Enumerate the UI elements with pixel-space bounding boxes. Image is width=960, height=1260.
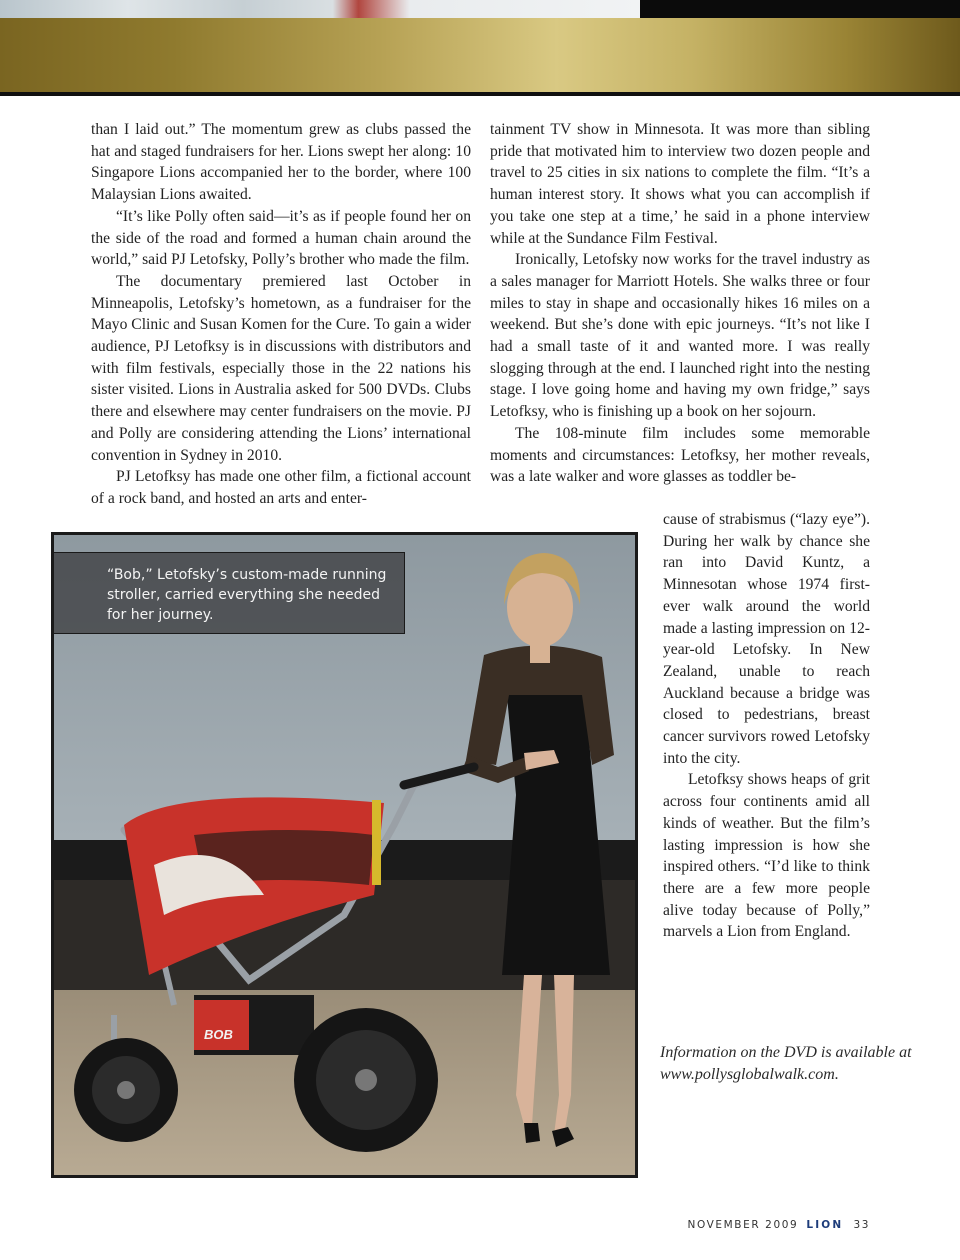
top-black-strip bbox=[640, 0, 960, 18]
header-rule bbox=[0, 92, 960, 96]
magazine-name: LION bbox=[806, 1219, 844, 1231]
article-column-right bbox=[490, 119, 870, 488]
paragraph: tainment TV show in Minnesota. It was more than sibling pride that motivated him to interview two dozen people and travel to 25 cities in six nations to complete the film. “It’s a human interest story. It shows what you can accomplish if you take one step at a time,’ he said in a phone interview while at the Sundance Film Festival. bbox=[490, 121, 870, 247]
article-column-narrow bbox=[663, 509, 870, 943]
paragraph: cause of strabismus (“lazy eye”). During her walk by chance she ran into David Kuntz, a Minnesotan whose 1974 first-ever walk around the world made a lasting impression on 12-year-old Letofsky. In New Zealand, unable to reach Auckland because a bridge was closed to pedestrians, breast cancer survivors rowed Letofsky into the city. bbox=[663, 511, 870, 767]
paragraph: The documentary premiered last October in Minneapolis, Letofsky’s hometown, as a fundraiser for the Mayo Clinic and Susan Komen for the Cure. To gain a wider audience, PJ Letofksy is in discussions with distributors and with film festivals, especially those in the 22 nations his sister visited. Lions in Australia asked for 500 DVDs. Clubs there and elsewhere may center fundraisers on the movie. PJ and Polly are considering attending the Lions’ international convention in Sydney in 2010. bbox=[91, 272, 471, 464]
issue-date: NOVEMBER 2009 bbox=[687, 1219, 799, 1231]
paragraph: The 108-minute film includes some memorable moments and circumstances: Letofksy, her mother reveals, was a late walker and wore glasses as toddler be- bbox=[490, 424, 870, 486]
paragraph: PJ Letofksy has made one other film, a fictional account of a rock band, and hosted an arts and enter- bbox=[91, 468, 471, 507]
paragraph: “It’s like Polly often said—it’s as if people found her on the side of the road and formed a human chain around the world,” said PJ Letofsky, Polly’s brother who made the film. bbox=[91, 207, 471, 269]
page-number: 33 bbox=[853, 1219, 870, 1231]
gold-header-band bbox=[0, 18, 960, 92]
photo-caption: “Bob,” Letofsky’s custom-made running stroller, carried everything she needed for her journey. bbox=[54, 552, 405, 634]
top-photo-strip bbox=[0, 0, 640, 18]
paragraph: than I laid out.” The momentum grew as clubs passed the hat and staged fundraisers for her. Lions swept her along: 10 Singapore Lions accompanied her to the border, where 100 Malaysian Lions awaited. bbox=[91, 121, 471, 204]
dvd-info-note: Information on the DVD is available at www.pollysglobalwalk.com. bbox=[660, 1044, 912, 1083]
paragraph: Letofksy shows heaps of grit across four continents amid all kinds of weather. But the film’s lasting impression is how she inspired others. “I’d like to think there are a few more people alive today because of Polly,” marvels a Lion from England. bbox=[663, 771, 870, 941]
stroller-logo: BOB bbox=[204, 1027, 233, 1042]
article-column-left bbox=[91, 119, 471, 510]
page-footer bbox=[688, 1219, 871, 1231]
paragraph: Ironically, Letofsky now works for the travel industry as a sales manager for Marriott Hotels. She walks three or four miles to stay in shape and occasionally hikes 16 miles on a weekend. But she’s done with epic journeys. “It’s not like I had a small taste of it and wanted more. I was really slogging through at the end. I launched right into the nesting stage. I love going home and having my own fridge,” says Letofksy, who is finishing up a book on her sojourn. bbox=[490, 251, 870, 421]
